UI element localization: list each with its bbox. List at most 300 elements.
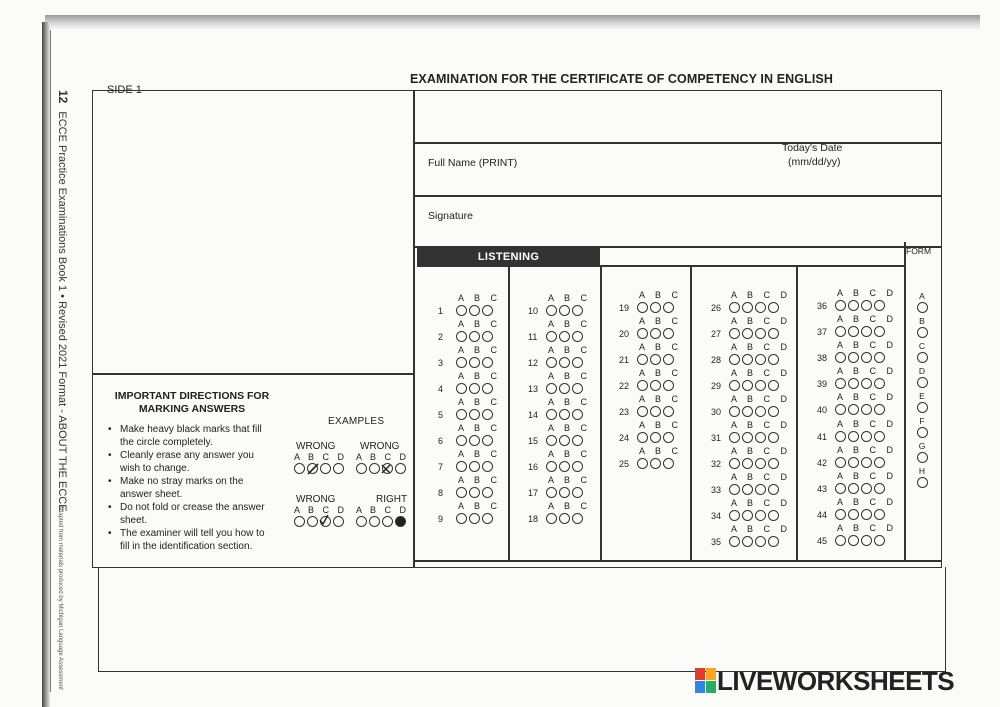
answer-bubble[interactable] <box>874 404 885 415</box>
answer-bubble[interactable] <box>755 484 766 495</box>
answer-bubble[interactable] <box>768 380 779 391</box>
answer-bubble[interactable] <box>874 378 885 389</box>
answer-bubble[interactable] <box>482 331 493 342</box>
question-number: 24 <box>619 433 630 443</box>
answer-bubble[interactable] <box>848 378 859 389</box>
page-top-edge <box>45 15 980 29</box>
answer-bubble[interactable] <box>835 483 846 494</box>
form-bubble[interactable] <box>917 327 928 338</box>
answer-bubble[interactable] <box>482 357 493 368</box>
answer-bubble[interactable] <box>835 352 846 363</box>
option-letters: A B C <box>639 368 683 378</box>
answer-bubble[interactable] <box>729 458 740 469</box>
answer-bubble[interactable] <box>742 458 753 469</box>
answer-bubble[interactable] <box>456 305 467 316</box>
answer-bubble[interactable] <box>482 487 493 498</box>
question-number: 39 <box>817 379 828 390</box>
divider-name-top <box>413 142 941 144</box>
answer-bubble[interactable] <box>650 406 661 417</box>
answer-bubble[interactable] <box>835 326 846 337</box>
question-number: 30 <box>711 407 722 417</box>
answer-bubble[interactable] <box>835 535 846 546</box>
answer-bubble[interactable] <box>835 457 846 468</box>
option-letters: A B C <box>458 423 502 433</box>
answer-bubble[interactable] <box>742 302 753 313</box>
question-number: 2 <box>438 332 444 342</box>
example-label: WRONG <box>296 441 336 452</box>
answer-bubble[interactable] <box>874 483 885 494</box>
answer-bubble[interactable] <box>572 305 583 316</box>
side-label: SIDE 1 <box>107 84 142 96</box>
answer-bubble[interactable] <box>861 483 872 494</box>
question-number: 45 <box>817 535 828 546</box>
question-number: 27 <box>711 329 722 339</box>
option-letters: A B C D <box>731 394 792 404</box>
bubble <box>356 516 367 527</box>
divider-header-bottom <box>600 265 905 267</box>
answer-bubble[interactable] <box>546 461 557 472</box>
answer-bubble[interactable] <box>456 357 467 368</box>
answer-bubble[interactable] <box>848 404 859 415</box>
option-letters: A B C D <box>731 290 792 300</box>
answer-bubble[interactable] <box>482 513 493 524</box>
option-letters: A B C D <box>731 342 792 352</box>
answer-bubble[interactable] <box>456 383 467 394</box>
answer-bubble[interactable] <box>729 328 740 339</box>
question-number: 33 <box>711 485 722 495</box>
answer-bubble[interactable] <box>456 409 467 420</box>
option-letters: A B C D <box>731 368 792 378</box>
book-title: ECCE Practice Examinations Book 1 • Revised 2021 Format - ABOUT THE ECCE <box>56 111 68 512</box>
answer-bubble[interactable] <box>482 435 493 446</box>
answer-bubble[interactable] <box>729 432 740 443</box>
answer-bubble[interactable] <box>546 331 557 342</box>
answer-bubble[interactable] <box>755 432 766 443</box>
answer-bubble[interactable] <box>729 354 740 365</box>
answer-bubble[interactable] <box>848 509 859 520</box>
page-number: 12 <box>56 90 70 104</box>
answer-bubble[interactable] <box>835 431 846 442</box>
option-letters: A B C <box>548 475 592 485</box>
signature-label: Signature <box>428 210 473 222</box>
bubble <box>307 516 318 527</box>
directions-list <box>108 423 273 553</box>
answer-bubble[interactable] <box>482 305 493 316</box>
question-number: 41 <box>817 431 828 442</box>
option-letters: A B C <box>548 423 592 433</box>
question-number: 28 <box>711 355 722 365</box>
answer-bubble[interactable] <box>572 331 583 342</box>
answer-bubble[interactable] <box>755 510 766 521</box>
answer-bubble[interactable] <box>835 378 846 389</box>
answer-bubble[interactable] <box>559 461 570 472</box>
answer-bubble[interactable] <box>637 302 648 313</box>
option-letters: A B C D <box>731 498 792 508</box>
check-mark-icon <box>318 513 330 527</box>
answer-bubble[interactable] <box>663 406 674 417</box>
liveworksheets-logo-icon <box>695 668 717 694</box>
answer-bubble[interactable] <box>768 354 779 365</box>
answer-bubble[interactable] <box>469 487 480 498</box>
answer-bubble[interactable] <box>546 409 557 420</box>
direction-item: • Cleanly erase any answer you wish to change. <box>108 449 273 475</box>
question-number: 25 <box>619 459 630 469</box>
example-letters: A B C D <box>294 452 348 462</box>
answer-bubble[interactable] <box>637 458 648 469</box>
question-number: 32 <box>711 459 722 469</box>
answer-bubble[interactable] <box>572 487 583 498</box>
answer-bubble[interactable] <box>848 431 859 442</box>
answer-bubble[interactable] <box>637 380 648 391</box>
question-number: 3 <box>438 358 444 368</box>
question-number: 14 <box>528 410 539 420</box>
form-letter: H <box>918 466 926 476</box>
date-label: Today's Date <box>782 142 843 154</box>
answer-bubble[interactable] <box>559 487 570 498</box>
option-letters: A B C D <box>837 366 898 377</box>
question-number: 38 <box>817 353 828 364</box>
credit-line: Adapted from materials produced by Michigan Language Assessment <box>57 505 63 690</box>
form-letter: E <box>919 391 925 401</box>
form-bubble[interactable] <box>917 477 928 488</box>
form-letter: D <box>918 366 926 376</box>
answer-bubble[interactable] <box>637 406 648 417</box>
example-letters: A B C D <box>356 505 410 515</box>
option-letters: A B C D <box>837 522 898 533</box>
answer-bubble[interactable] <box>874 326 885 337</box>
answer-bubble[interactable] <box>650 380 661 391</box>
question-number: 13 <box>528 384 539 394</box>
answer-bubble[interactable] <box>729 406 740 417</box>
direction-item: • Do not fold or crease the answer sheet. <box>108 501 273 527</box>
answer-bubble[interactable] <box>755 536 766 547</box>
answer-bubble[interactable] <box>546 305 557 316</box>
example-label: WRONG <box>360 441 400 452</box>
option-letters: A B C D <box>731 420 792 430</box>
bubble <box>294 463 305 474</box>
answer-bubble[interactable] <box>650 328 661 339</box>
question-number: 35 <box>711 537 722 547</box>
answer-bubble[interactable] <box>469 461 480 472</box>
answer-bubble[interactable] <box>559 409 570 420</box>
answer-bubble[interactable] <box>456 331 467 342</box>
answer-bubble[interactable] <box>469 305 480 316</box>
answer-bubble[interactable] <box>650 302 661 313</box>
answer-bubble[interactable] <box>755 328 766 339</box>
answer-bubble[interactable] <box>768 328 779 339</box>
answer-bubble[interactable] <box>469 331 480 342</box>
answer-bubble[interactable] <box>768 406 779 417</box>
answer-bubble[interactable] <box>848 535 859 546</box>
slash-mark-icon <box>306 462 320 476</box>
answer-bubble[interactable] <box>768 536 779 547</box>
answer-bubble[interactable] <box>768 458 779 469</box>
answer-bubble[interactable] <box>835 300 846 311</box>
answer-bubble[interactable] <box>861 378 872 389</box>
bubble <box>320 463 331 474</box>
answer-bubble[interactable] <box>572 461 583 472</box>
example-label: RIGHT <box>376 494 408 505</box>
col-divider-form <box>904 242 906 561</box>
answer-bubble[interactable] <box>637 354 648 365</box>
option-letters: A B C <box>639 290 683 300</box>
question-number: 4 <box>438 384 444 394</box>
bubble <box>369 516 380 527</box>
answer-bubble[interactable] <box>546 357 557 368</box>
answer-bubble[interactable] <box>572 435 583 446</box>
answer-bubble[interactable] <box>742 536 753 547</box>
full-name-label: Full Name (PRINT) <box>428 157 518 169</box>
answer-bubble[interactable] <box>755 380 766 391</box>
example-letters: A B C D <box>356 452 410 462</box>
answer-bubble[interactable] <box>848 352 859 363</box>
form-bubble[interactable] <box>917 427 928 438</box>
answer-bubble[interactable] <box>559 435 570 446</box>
answer-bubble[interactable] <box>755 354 766 365</box>
answer-bubble[interactable] <box>755 302 766 313</box>
form-bubble[interactable] <box>917 352 928 363</box>
answer-bubble[interactable] <box>861 431 872 442</box>
answer-bubble[interactable] <box>861 457 872 468</box>
answer-bubble[interactable] <box>559 331 570 342</box>
answer-bubble[interactable] <box>456 513 467 524</box>
option-letters: A B C D <box>837 314 898 325</box>
answer-bubble[interactable] <box>835 509 846 520</box>
answer-bubble[interactable] <box>874 457 885 468</box>
question-number: 17 <box>528 488 539 498</box>
lower-frame <box>98 567 946 672</box>
margin-line <box>50 30 51 692</box>
answer-bubble[interactable] <box>729 484 740 495</box>
option-letters: A B C D <box>837 496 898 507</box>
question-number: 8 <box>438 488 444 498</box>
answer-bubble[interactable] <box>456 435 467 446</box>
answer-bubble[interactable] <box>874 431 885 442</box>
answer-bubble[interactable] <box>572 357 583 368</box>
answer-bubble[interactable] <box>755 458 766 469</box>
answer-bubble[interactable] <box>663 302 674 313</box>
answer-bubble[interactable] <box>768 302 779 313</box>
divider-directions <box>92 373 414 375</box>
answer-bubble[interactable] <box>650 432 661 443</box>
example-wrong-1 <box>294 441 347 474</box>
question-number: 26 <box>711 303 722 313</box>
bubble <box>333 463 344 474</box>
answer-bubble[interactable] <box>546 435 557 446</box>
listening-header: LISTENING <box>417 248 600 267</box>
form-bubble[interactable] <box>917 377 928 388</box>
answer-bubble[interactable] <box>729 302 740 313</box>
question-number: 16 <box>528 462 539 472</box>
option-letters: A B C <box>548 501 592 511</box>
option-letters: A B C <box>548 397 592 407</box>
answer-bubble[interactable] <box>663 328 674 339</box>
option-letters: A B C <box>458 371 502 381</box>
question-number: 15 <box>528 436 539 446</box>
answer-bubble[interactable] <box>729 380 740 391</box>
answer-bubble[interactable] <box>546 487 557 498</box>
question-number: 22 <box>619 381 630 391</box>
answer-bubble[interactable] <box>469 409 480 420</box>
question-number: 6 <box>438 436 444 446</box>
answer-bubble[interactable] <box>572 513 583 524</box>
answer-bubble[interactable] <box>729 536 740 547</box>
answer-bubble[interactable] <box>742 380 753 391</box>
option-letters: A B C <box>458 397 502 407</box>
answer-bubble[interactable] <box>572 383 583 394</box>
answer-bubble[interactable] <box>848 483 859 494</box>
divider-vertical <box>413 90 415 568</box>
direction-item: • Make heavy black marks that fill the circle completely. <box>108 423 273 449</box>
option-letters: A B C <box>639 342 683 352</box>
answer-bubble[interactable] <box>469 357 480 368</box>
answer-bubble[interactable] <box>768 484 779 495</box>
option-letters: A B C <box>548 449 592 459</box>
question-number: 34 <box>711 511 722 521</box>
answer-bubble[interactable] <box>663 458 674 469</box>
signature-input[interactable] <box>418 222 938 244</box>
answer-bubble[interactable] <box>637 328 648 339</box>
answer-bubble[interactable] <box>742 510 753 521</box>
answer-bubble[interactable] <box>861 300 872 311</box>
answer-bubble[interactable] <box>768 432 779 443</box>
answer-bubble[interactable] <box>559 305 570 316</box>
answer-bubble[interactable] <box>861 404 872 415</box>
example-label: WRONG <box>296 494 336 505</box>
answer-bubble[interactable] <box>848 457 859 468</box>
form-letter: G <box>918 441 926 451</box>
answer-bubble[interactable] <box>559 383 570 394</box>
option-letters: A B C <box>639 394 683 404</box>
question-number: 44 <box>817 509 828 520</box>
col-divider-1 <box>508 267 510 561</box>
answer-bubble[interactable] <box>742 354 753 365</box>
form-letter: B <box>919 316 925 326</box>
answer-bubble[interactable] <box>546 513 557 524</box>
question-number: 1 <box>438 306 444 316</box>
answer-bubble[interactable] <box>469 513 480 524</box>
bubble <box>333 516 344 527</box>
option-letters: A B C <box>639 316 683 326</box>
question-number: 9 <box>438 514 444 524</box>
option-letters: A B C <box>639 446 683 456</box>
option-letters: A B C D <box>837 418 898 429</box>
answer-bubble[interactable] <box>663 432 674 443</box>
example-right <box>356 494 409 527</box>
question-number: 43 <box>817 483 828 494</box>
answer-bubble[interactable] <box>572 409 583 420</box>
answer-bubble[interactable] <box>835 404 846 415</box>
answer-bubble[interactable] <box>663 354 674 365</box>
question-number: 18 <box>528 514 539 524</box>
option-letters: A B C <box>548 293 592 303</box>
option-letters: A B C D <box>837 444 898 455</box>
question-number: 42 <box>817 457 828 468</box>
option-letters: A B C <box>639 420 683 430</box>
question-number: 31 <box>711 433 722 443</box>
question-number: 21 <box>619 355 630 365</box>
full-name-input[interactable] <box>418 172 938 194</box>
form-letter: A <box>919 291 925 301</box>
answer-bubble[interactable] <box>861 352 872 363</box>
bubble <box>369 463 380 474</box>
form-bubble[interactable] <box>917 452 928 463</box>
answer-bubble[interactable] <box>469 435 480 446</box>
form-letter: C <box>918 341 926 351</box>
answer-bubble[interactable] <box>469 383 480 394</box>
option-letters: A B C <box>458 449 502 459</box>
option-letters: A B C D <box>731 524 792 534</box>
answer-bubble[interactable] <box>482 409 493 420</box>
form-bubble[interactable] <box>917 302 928 313</box>
answer-bubble[interactable] <box>729 510 740 521</box>
question-number: 11 <box>528 332 538 342</box>
question-number: 37 <box>817 327 828 338</box>
answer-bubble[interactable] <box>456 461 467 472</box>
option-letters: A B C <box>548 319 592 329</box>
answer-bubble[interactable] <box>559 357 570 368</box>
date-format: (mm/dd/yy) <box>788 156 841 168</box>
cross-mark-icon <box>380 463 392 475</box>
option-letters: A B C <box>458 345 502 355</box>
answer-bubble[interactable] <box>874 535 885 546</box>
option-letters: A B C D <box>837 288 898 298</box>
option-letters: A B C <box>458 293 502 303</box>
question-number: 5 <box>438 410 444 420</box>
option-letters: A B C D <box>731 472 792 482</box>
question-number: 40 <box>817 405 828 416</box>
answer-bubble[interactable] <box>874 352 885 363</box>
answer-bubble[interactable] <box>663 380 674 391</box>
form-bubble[interactable] <box>917 402 928 413</box>
answer-bubble[interactable] <box>559 513 570 524</box>
option-letters: A B C <box>458 319 502 329</box>
answer-bubble[interactable] <box>861 326 872 337</box>
answer-bubble[interactable] <box>755 406 766 417</box>
answer-bubble[interactable] <box>742 406 753 417</box>
col-divider-2 <box>600 265 602 561</box>
option-letters: A B C <box>548 371 592 381</box>
question-number: 36 <box>817 301 828 311</box>
example-wrong-2 <box>356 441 409 474</box>
answer-bubble[interactable] <box>456 487 467 498</box>
answer-bubble[interactable] <box>848 300 859 311</box>
answer-bubble[interactable] <box>637 432 648 443</box>
question-number: 20 <box>619 329 630 339</box>
filled-bubble <box>395 516 406 527</box>
answer-bubble[interactable] <box>742 432 753 443</box>
answer-bubble[interactable] <box>482 383 493 394</box>
answer-bubble[interactable] <box>874 300 885 311</box>
answer-bubble[interactable] <box>768 510 779 521</box>
answer-bubble[interactable] <box>861 535 872 546</box>
answer-bubble[interactable] <box>482 461 493 472</box>
answer-bubble[interactable] <box>650 354 661 365</box>
answer-bubble[interactable] <box>742 484 753 495</box>
grid-bottom <box>413 560 941 562</box>
option-letters: A B C <box>548 345 592 355</box>
example-wrong-3 <box>294 494 347 527</box>
answer-bubble[interactable] <box>861 509 872 520</box>
question-number: 7 <box>438 462 444 472</box>
answer-bubble[interactable] <box>874 509 885 520</box>
question-number: 29 <box>711 381 722 391</box>
form-letter: F <box>919 416 925 426</box>
answer-bubble[interactable] <box>650 458 661 469</box>
answer-bubble[interactable] <box>848 326 859 337</box>
answer-bubble[interactable] <box>742 328 753 339</box>
answer-bubble[interactable] <box>546 383 557 394</box>
